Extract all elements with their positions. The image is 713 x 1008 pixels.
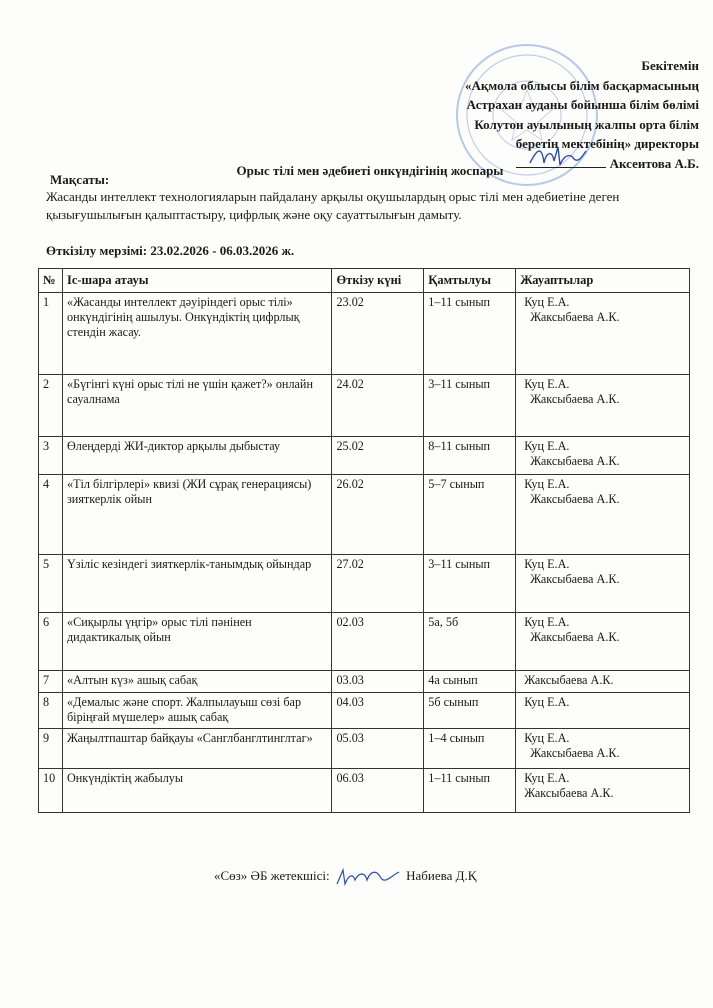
- responsible-person: Жаксыбаева А.К.: [530, 392, 620, 406]
- responsible-person: Куц Е.А.: [524, 615, 570, 629]
- responsible-person: Куц Е.А.: [524, 731, 570, 745]
- footer-role: «Сөз» ӘБ жетекшісі:: [214, 867, 330, 883]
- row-date: 04.03: [332, 693, 424, 729]
- row-event-name: Жаңылтпаштар байқауы «Санглбанглтинглтаг»: [62, 729, 331, 769]
- row-number: 10: [39, 769, 63, 813]
- row-date: 02.03: [332, 613, 424, 671]
- responsible-person: Куц Е.А.: [524, 295, 570, 309]
- period: Өткізілу мерзімі: 23.02.2026 - 06.03.2026 ж.: [46, 243, 295, 258]
- responsible-person: Жаксыбаева А.К.: [530, 454, 620, 468]
- row-number: 4: [39, 475, 63, 555]
- header-coverage: Қамтылуы: [424, 269, 516, 293]
- header-date: Өткізу күні: [332, 269, 424, 293]
- row-coverage: 1–11 сынып: [424, 293, 516, 375]
- responsible-person: Куц Е.А.: [524, 439, 570, 453]
- row-responsible: [516, 437, 690, 475]
- responsible-person: Жаксыбаева А.К.: [530, 746, 620, 760]
- responsible-person: Куц Е.А.: [524, 477, 570, 491]
- row-event-name: Өлеңдерді ЖИ-диктор арқылы дыбыстау: [62, 437, 331, 475]
- responsible-person: Жаксыбаева А.К.: [524, 673, 614, 687]
- row-responsible: [516, 375, 690, 437]
- goal-label: Мақсаты:: [50, 172, 110, 187]
- table-row: [39, 437, 690, 475]
- row-coverage: 4а сынып: [424, 671, 516, 693]
- row-date: 23.02: [332, 293, 424, 375]
- responsible-person: Куц Е.А.: [524, 695, 570, 709]
- row-coverage: 5–7 сынып: [424, 475, 516, 555]
- row-date: 05.03: [332, 729, 424, 769]
- table-row: [39, 769, 690, 813]
- row-event-name: Онкүндіктің жабылуы: [62, 769, 331, 813]
- row-date: 06.03: [332, 769, 424, 813]
- row-responsible: [516, 729, 690, 769]
- row-coverage: 5а, 5б: [424, 613, 516, 671]
- row-date: 25.02: [332, 437, 424, 475]
- approval-line: Колутон ауылының жалпы орта білім: [474, 116, 699, 132]
- approval-heading: Бекітемін: [641, 58, 699, 73]
- table-row: [39, 475, 690, 555]
- table-row: [39, 613, 690, 671]
- responsible-person: Жаксыбаева А.К.: [524, 786, 614, 800]
- table-row: [39, 375, 690, 437]
- row-coverage: 1–11 сынып: [424, 769, 516, 813]
- responsible-person: Жаксыбаева А.К.: [530, 310, 620, 324]
- approval-line: Астрахан ауданы бойынша білім бөлімі: [466, 97, 699, 113]
- plan-title: Орыс тілі мен әдебиеті онкүндігінің жоспары: [236, 163, 504, 178]
- row-responsible: [516, 555, 690, 613]
- row-coverage: 3–11 сынып: [424, 375, 516, 437]
- header-event-name: Іс-шара атауы: [62, 269, 331, 293]
- row-event-name: «Сиқырлы үңгір» орыс тілі пәнінен дидактикалық ойын: [62, 613, 331, 671]
- approval-block: [399, 56, 699, 174]
- row-responsible: [516, 613, 690, 671]
- responsible-person: Жаксыбаева А.К.: [530, 492, 620, 506]
- table-row: [39, 555, 690, 613]
- row-number: 6: [39, 613, 63, 671]
- row-responsible: [516, 693, 690, 729]
- row-responsible: [516, 293, 690, 375]
- row-date: 24.02: [332, 375, 424, 437]
- row-event-name: «Алтын күз» ашық сабақ: [62, 671, 331, 693]
- table-row: [39, 729, 690, 769]
- row-number: 7: [39, 671, 63, 693]
- row-coverage: 3–11 сынып: [424, 555, 516, 613]
- approval-line: беретін мектебінің» директоры: [515, 136, 699, 152]
- row-number: 3: [39, 437, 63, 475]
- header-responsible: Жауаптылар: [516, 269, 690, 293]
- row-event-name: Үзіліс кезіндегі зияткерлік-танымдық ойындар: [62, 555, 331, 613]
- plan-table: [38, 268, 690, 813]
- row-date: 26.02: [332, 475, 424, 555]
- header-number: №: [39, 269, 63, 293]
- row-event-name: «Бүгінгі күні орыс тілі не үшін қажет?» онлайн сауалнама: [62, 375, 331, 437]
- responsible-person: Жаксыбаева А.К.: [530, 630, 620, 644]
- responsible-person: Куц Е.А.: [524, 377, 570, 391]
- table-row: [39, 671, 690, 693]
- row-date: 27.02: [332, 555, 424, 613]
- row-number: 1: [39, 293, 63, 375]
- director-name: Аксеитова А.Б.: [609, 155, 699, 171]
- responsible-person: Куц Е.А.: [524, 771, 570, 785]
- row-number: 8: [39, 693, 63, 729]
- table-header-row: [39, 269, 690, 293]
- approval-line: «Ақмола облысы білім басқармасының: [465, 77, 699, 93]
- table-row: [39, 293, 690, 375]
- leader-signature: [333, 866, 403, 888]
- row-number: 5: [39, 555, 63, 613]
- row-responsible: [516, 475, 690, 555]
- row-coverage: 8–11 сынып: [424, 437, 516, 475]
- row-responsible: [516, 671, 690, 693]
- responsible-person: Жаксыбаева А.К.: [530, 572, 620, 586]
- responsible-person: Куц Е.А.: [524, 557, 570, 571]
- row-responsible: [516, 769, 690, 813]
- row-event-name: «Жасанды интеллект дәуіріндегі орыс тілі» онкүндігінің ашылуы. Онкүндіктің цифрлық стендін жасау.: [62, 293, 331, 375]
- goal-text: Жасанды интеллект технологияларын пайдалану арқылы оқушылардың орыс тілі мен әдебиетіне деген қызығушылығын қалыптастыру, цифрлық және оқу сауаттылығын дамыту.: [46, 189, 620, 222]
- row-coverage: 1–4 сынып: [424, 729, 516, 769]
- table-row: [39, 693, 690, 729]
- row-coverage: 5б сынып: [424, 693, 516, 729]
- row-number: 9: [39, 729, 63, 769]
- footer-signature: [214, 866, 476, 888]
- row-event-name: «Демалыс және спорт. Жалпылауыш сөзі бар біріңғай мүшелер» ашық сабақ: [62, 693, 331, 729]
- row-date: 03.03: [332, 671, 424, 693]
- footer-name: Набиева Д.Қ: [406, 867, 477, 883]
- row-event-name: «Тіл білгірлері» квизі (ЖИ сұрақ генерациясы) зияткерлік ойын: [62, 475, 331, 555]
- row-number: 2: [39, 375, 63, 437]
